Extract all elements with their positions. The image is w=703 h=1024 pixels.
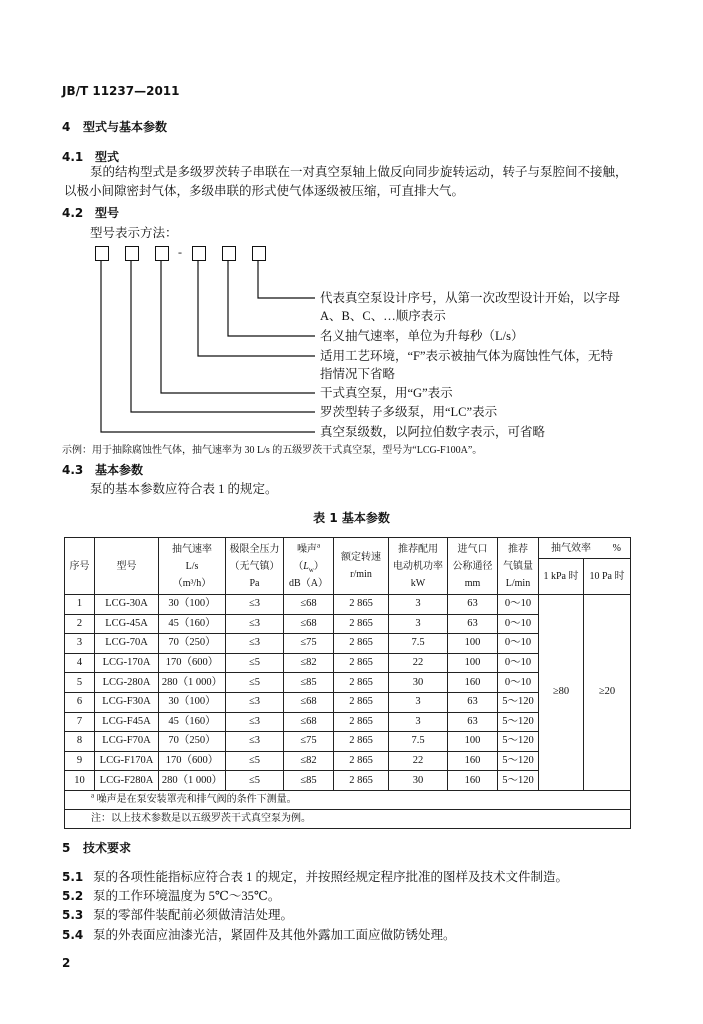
- designation-label-dry-pump: 干式真空泵，用“G”表示: [320, 386, 453, 400]
- cell-noise: ≤85: [284, 771, 334, 791]
- cell-motor-power: 22: [389, 751, 448, 771]
- header-line: 进气口: [457, 543, 488, 555]
- cell-rated-speed: 2 865: [334, 771, 389, 791]
- leader-line: [161, 261, 315, 393]
- col-header-rated-speed: [334, 538, 389, 595]
- cell-ultimate-pressure: ≤3: [226, 732, 284, 752]
- cell-motor-power: 7.5: [389, 634, 448, 654]
- cell-gas-ballast: 5～120: [498, 732, 539, 752]
- cell-rated-speed: 2 865: [334, 712, 389, 732]
- cell-inlet-diameter: 160: [448, 673, 498, 693]
- col-header-efficiency-10pa: 10 Pa 时: [584, 559, 631, 595]
- cell-gas-ballast: 0～10: [498, 653, 539, 673]
- section-number: 4.1: [62, 150, 84, 164]
- item-text: 泵的工作环境温度为 5℃～35℃。: [93, 889, 281, 903]
- cell-pumping-speed: 45（160）: [159, 614, 226, 634]
- cell-gas-ballast: 0～10: [498, 614, 539, 634]
- cell-inlet-diameter: 100: [448, 634, 498, 654]
- cell-inlet-diameter: 63: [448, 712, 498, 732]
- table-row: [65, 595, 631, 615]
- cell-rated-speed: 2 865: [334, 692, 389, 712]
- cell-motor-power: 3: [389, 692, 448, 712]
- cell-inlet-diameter: 63: [448, 692, 498, 712]
- cell-motor-power: 7.5: [389, 732, 448, 752]
- requirement-item: [62, 888, 280, 904]
- item-text: 泵的外表面应油漆光洁，紧固件及其他外露加工面应做防锈处理。: [93, 928, 456, 942]
- section-4-3-heading: [62, 462, 143, 478]
- header-line: Pa: [249, 577, 260, 589]
- table-footnote: [65, 790, 631, 809]
- section-number: 5: [62, 841, 71, 855]
- header-line: kW: [410, 577, 426, 589]
- cell-noise: ≤68: [284, 595, 334, 615]
- header-efficiency-label: 抽气效率: [551, 542, 591, 554]
- table-caption: 表 1 基本参数: [313, 511, 390, 525]
- cell-seq: 8: [65, 732, 95, 752]
- cell-pumping-speed: 30（100）: [159, 692, 226, 712]
- cell-gas-ballast: 0～10: [498, 595, 539, 615]
- requirement-item: [62, 927, 456, 943]
- item-number: 5.1: [62, 870, 84, 884]
- paragraph-line: 以极小间隙密封气体，多级串联的形式使气体逐级被压缩，可直排大气。: [64, 184, 465, 198]
- cell-pumping-speed: 30（100）: [159, 595, 226, 615]
- cell-model: LCG-F280A: [95, 771, 159, 791]
- section-number: 4: [62, 120, 71, 134]
- cell-ultimate-pressure: ≤5: [226, 653, 284, 673]
- cell-gas-ballast: 5～120: [498, 771, 539, 791]
- cell-motor-power: 22: [389, 653, 448, 673]
- table-footnote-row: [65, 790, 631, 809]
- cell-seq: 5: [65, 673, 95, 693]
- header-line: （m³/h）: [172, 577, 212, 589]
- header-line: 推荐配用: [398, 543, 438, 555]
- designation-separator: -: [178, 245, 182, 259]
- cell-pumping-speed: 280（1 000）: [159, 673, 226, 693]
- footnote-mark: a: [91, 792, 95, 801]
- col-header-noise: [284, 538, 334, 595]
- section-5-heading: [62, 840, 131, 856]
- cell-ultimate-pressure: ≤3: [226, 634, 284, 654]
- header-line: 公称通径: [452, 560, 493, 572]
- designation-label-stages: 真空泵级数，以阿拉伯数字表示，可省略: [320, 425, 546, 439]
- cell-gas-ballast: 5～120: [498, 712, 539, 732]
- requirement-item: [62, 869, 568, 885]
- section-number: 4.3: [62, 463, 84, 477]
- paren-open: （: [293, 560, 304, 572]
- cell-pumping-speed: 70（250）: [159, 634, 226, 654]
- col-header-efficiency-1kpa: 1 kPa 时: [539, 559, 584, 595]
- cell-rated-speed: 2 865: [334, 673, 389, 693]
- cell-seq: 3: [65, 634, 95, 654]
- cell-rated-speed: 2 865: [334, 614, 389, 634]
- col-header-pumping-efficiency: [539, 538, 631, 559]
- cell-model: LCG-45A: [95, 614, 159, 634]
- footnote-text: 噪声是在泵安装罩壳和排气阀的条件下测量。: [96, 794, 297, 806]
- col-header-inlet-diameter: [448, 538, 498, 595]
- footnote-mark: a: [316, 541, 321, 550]
- cell-pumping-speed: 70（250）: [159, 732, 226, 752]
- cell-model: LCG-170A: [95, 653, 159, 673]
- table-header-row: [65, 538, 631, 559]
- cell-ultimate-pressure: ≤5: [226, 751, 284, 771]
- item-text: 泵的各项性能指标应符合表 1 的规定，并按照经规定程序批准的图样及技术文件制造。: [93, 870, 569, 884]
- designation-label-environment: 适用工艺环境，“F”表示被抽气体为腐蚀性气体，无特: [320, 349, 614, 363]
- cell-noise: ≤68: [284, 712, 334, 732]
- cell-motor-power: 30: [389, 771, 448, 791]
- designation-label-roots-multistage: 罗茨型转子多级泵，用“LC”表示: [320, 405, 498, 419]
- paragraph-line: 泵的结构型式是多级罗茨转子串联在一对真空泵轴上做反向同步旋转运动，转子与泵腔间不接触，: [90, 165, 628, 179]
- cell-inlet-diameter: 160: [448, 771, 498, 791]
- header-line: 推荐: [508, 543, 528, 555]
- page-number: 2: [62, 956, 71, 970]
- header-efficiency-unit: %: [612, 542, 621, 554]
- cell-inlet-diameter: 160: [448, 751, 498, 771]
- table-note: 注：以上技术参数是以五级罗茨干式真空泵为例。: [65, 809, 631, 828]
- cell-model: LCG-30A: [95, 595, 159, 615]
- header-line: 电动机功率: [393, 560, 443, 572]
- cell-gas-ballast: 0～10: [498, 634, 539, 654]
- designation-label-design-sequence: 代表真空泵设计序号，从第一次改型设计开始，以字母: [320, 291, 621, 305]
- section-title: 型号: [95, 206, 120, 220]
- cell-rated-speed: 2 865: [334, 732, 389, 752]
- col-header-seq: 序号: [65, 538, 95, 595]
- section-title: 型式: [95, 150, 120, 164]
- cell-gas-ballast: 5～120: [498, 692, 539, 712]
- header-line: r/min: [350, 569, 372, 580]
- col-header-ultimate-pressure: [226, 538, 284, 595]
- header-line: dB（A）: [289, 577, 328, 589]
- section-4-2-heading: [62, 205, 119, 221]
- header-line: 抽气速率: [172, 543, 212, 555]
- col-header-motor-power: [389, 538, 448, 595]
- cell-gas-ballast: 5～120: [498, 751, 539, 771]
- cell-seq: 9: [65, 751, 95, 771]
- cell-motor-power: 3: [389, 712, 448, 732]
- cell-pumping-speed: 170（600）: [159, 751, 226, 771]
- cell-noise: ≤85: [284, 673, 334, 693]
- table-note-row: [65, 809, 631, 828]
- cell-inlet-diameter: 100: [448, 653, 498, 673]
- cell-model: LCG-F170A: [95, 751, 159, 771]
- section-title: 基本参数: [95, 463, 144, 477]
- cell-seq: 7: [65, 712, 95, 732]
- paragraph-line: 泵的基本参数应符合表 1 的规定。: [90, 482, 278, 496]
- cell-model: LCG-F45A: [95, 712, 159, 732]
- cell-ultimate-pressure: ≤3: [226, 595, 284, 615]
- leader-line: [101, 261, 315, 432]
- cell-rated-speed: 2 865: [334, 751, 389, 771]
- noise-symbol: L: [303, 560, 309, 572]
- leader-line: [198, 261, 315, 356]
- designation-example: 示例：用于抽除腐蚀性气体，抽气速率为 30 L/s 的五级罗茨干式真空泵，型号为“LCG-F100A”。: [62, 445, 483, 456]
- section-number: 4.2: [62, 206, 84, 220]
- cell-efficiency-10pa: ≥20: [584, 595, 631, 791]
- cell-noise: ≤75: [284, 732, 334, 752]
- cell-noise: ≤82: [284, 653, 334, 673]
- section-4-heading: [62, 119, 167, 135]
- header-line: 极限全压力: [229, 543, 280, 555]
- col-header-gas-ballast: [498, 538, 539, 595]
- cell-noise: ≤82: [284, 751, 334, 771]
- cell-rated-speed: 2 865: [334, 595, 389, 615]
- cell-inlet-diameter: 63: [448, 595, 498, 615]
- cell-motor-power: 30: [389, 673, 448, 693]
- col-header-pumping-speed: [159, 538, 226, 595]
- cell-rated-speed: 2 865: [334, 634, 389, 654]
- header-line: mm: [464, 577, 481, 589]
- basic-parameters-table: [64, 537, 631, 829]
- document-number: JB/T 11237—2011: [62, 84, 180, 98]
- cell-noise: ≤75: [284, 634, 334, 654]
- cell-seq: 1: [65, 595, 95, 615]
- designation-label-pumping-speed: 名义抽气速率，单位为升每秒（L/s）: [320, 329, 524, 343]
- cell-noise: ≤68: [284, 614, 334, 634]
- item-number: 5.3: [62, 908, 84, 922]
- cell-inlet-diameter: 100: [448, 732, 498, 752]
- section-title: 技术要求: [83, 841, 132, 855]
- paren-close: ）: [313, 560, 324, 572]
- cell-model: LCG-F70A: [95, 732, 159, 752]
- cell-ultimate-pressure: ≤3: [226, 712, 284, 732]
- cell-motor-power: 3: [389, 614, 448, 634]
- requirement-item: [62, 907, 293, 923]
- section-title: 型式与基本参数: [83, 120, 168, 134]
- item-text: 泵的零部件装配前必须做清洁处理。: [93, 908, 294, 922]
- section-4-1-heading: [62, 149, 119, 165]
- header-line: 气镇量: [503, 560, 533, 572]
- cell-model: LCG-F30A: [95, 692, 159, 712]
- header-line: [284, 541, 333, 558]
- cell-ultimate-pressure: ≤3: [226, 692, 284, 712]
- cell-rated-speed: 2 865: [334, 653, 389, 673]
- cell-seq: 6: [65, 692, 95, 712]
- cell-seq: 4: [65, 653, 95, 673]
- header-line: [539, 540, 630, 557]
- header-line: （无气镇）: [229, 560, 280, 572]
- header-line: [284, 558, 333, 575]
- col-header-model: 型号: [95, 538, 159, 595]
- cell-inlet-diameter: 63: [448, 614, 498, 634]
- cell-model: LCG-70A: [95, 634, 159, 654]
- header-line: L/min: [505, 577, 531, 589]
- cell-motor-power: 3: [389, 595, 448, 615]
- item-number: 5.2: [62, 889, 84, 903]
- header-noise-label: 噪声: [296, 543, 317, 555]
- leader-line: [258, 261, 315, 298]
- cell-pumping-speed: 45（160）: [159, 712, 226, 732]
- designation-leader-lines: [90, 240, 330, 440]
- header-line: 额定转速: [341, 552, 381, 563]
- cell-noise: ≤68: [284, 692, 334, 712]
- cell-ultimate-pressure: ≤5: [226, 673, 284, 693]
- cell-pumping-speed: 170（600）: [159, 653, 226, 673]
- noise-symbol-subscript: w: [308, 565, 314, 574]
- cell-seq: 10: [65, 771, 95, 791]
- item-number: 5.4: [62, 928, 84, 942]
- cell-gas-ballast: 0～10: [498, 673, 539, 693]
- cell-seq: 2: [65, 614, 95, 634]
- header-line: L/s: [185, 560, 199, 572]
- cell-efficiency-1kpa: ≥80: [539, 595, 584, 791]
- cell-pumping-speed: 280（1 000）: [159, 771, 226, 791]
- designation-label-environment-cont: 指情况下省略: [320, 367, 396, 381]
- cell-model: LCG-280A: [95, 673, 159, 693]
- designation-intro: 型号表示方法：: [90, 226, 178, 240]
- cell-ultimate-pressure: ≤3: [226, 614, 284, 634]
- designation-label-design-sequence-cont: A、B、C、…顺序表示: [320, 309, 446, 323]
- cell-ultimate-pressure: ≤5: [226, 771, 284, 791]
